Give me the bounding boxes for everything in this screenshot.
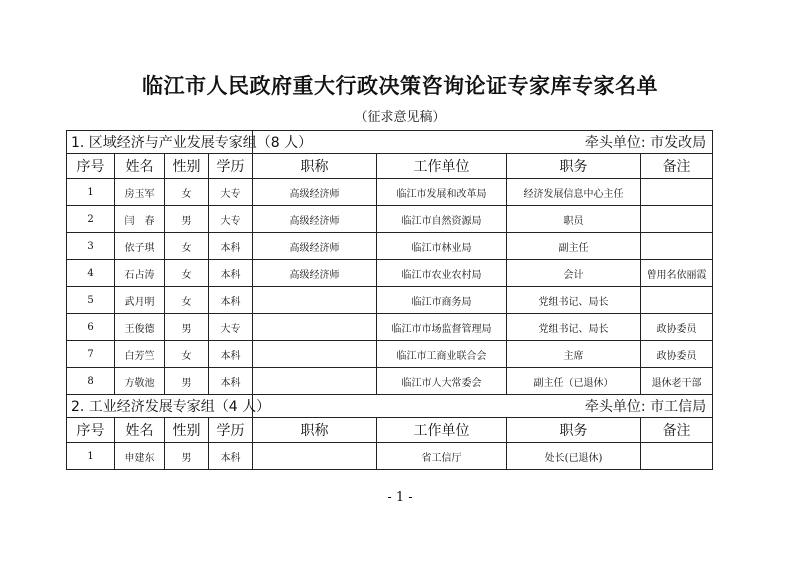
table-row xyxy=(67,206,713,233)
table-cell: 闫 春 xyxy=(115,206,165,233)
column-header: 备注 xyxy=(641,154,713,179)
table-cell: 1 xyxy=(67,443,115,470)
table-cell: 女 xyxy=(165,287,209,314)
table-cell: 男 xyxy=(165,206,209,233)
table-cell xyxy=(253,443,377,470)
section-header xyxy=(67,131,713,154)
table-cell: 曾用名依丽霞 xyxy=(641,260,713,287)
column-header: 职务 xyxy=(507,418,641,443)
table-cell: 临江市自然资源局 xyxy=(377,206,507,233)
table-cell: 临江市市场监督管理局 xyxy=(377,314,507,341)
column-header: 姓名 xyxy=(115,418,165,443)
table-cell: 副主任（已退休） xyxy=(507,368,641,395)
table-cell: 本科 xyxy=(209,368,253,395)
expert-list-table xyxy=(66,130,713,470)
table-cell: 石占涛 xyxy=(115,260,165,287)
table-cell: 8 xyxy=(67,368,115,395)
table-row xyxy=(67,314,713,341)
table-cell: 临江市人大常委会 xyxy=(377,368,507,395)
table-cell: 副主任 xyxy=(507,233,641,260)
table-cell: 大专 xyxy=(209,314,253,341)
table-cell: 5 xyxy=(67,287,115,314)
table-cell: 主席 xyxy=(507,341,641,368)
table-cell: 处长(已退休) xyxy=(507,443,641,470)
section-lead-unit: 牵头单位: 市发改局 xyxy=(253,131,713,154)
table-row xyxy=(67,233,713,260)
table-cell: 本科 xyxy=(209,341,253,368)
page-number: - 1 - xyxy=(387,490,413,505)
column-header: 工作单位 xyxy=(377,154,507,179)
table-cell: 王俊德 xyxy=(115,314,165,341)
table-cell xyxy=(253,368,377,395)
table-cell xyxy=(641,179,713,206)
table-cell: 临江市商务局 xyxy=(377,287,507,314)
table-cell: 大专 xyxy=(209,179,253,206)
table-cell: 政协委员 xyxy=(641,314,713,341)
column-header: 工作单位 xyxy=(377,418,507,443)
table-cell: 高级经济师 xyxy=(253,179,377,206)
section-header xyxy=(67,395,713,418)
table-cell: 省工信厅 xyxy=(377,443,507,470)
column-header: 姓名 xyxy=(115,154,165,179)
table-cell: 男 xyxy=(165,314,209,341)
table-cell xyxy=(253,287,377,314)
column-header: 学历 xyxy=(209,154,253,179)
table-cell: 政协委员 xyxy=(641,341,713,368)
table-cell xyxy=(641,443,713,470)
column-header: 备注 xyxy=(641,418,713,443)
table-cell: 职员 xyxy=(507,206,641,233)
table-cell: 高级经济师 xyxy=(253,260,377,287)
table-cell: 4 xyxy=(67,260,115,287)
table-row xyxy=(67,443,713,470)
table-cell: 高级经济师 xyxy=(253,233,377,260)
table-row xyxy=(67,260,713,287)
table-row xyxy=(67,287,713,314)
table-cell xyxy=(253,341,377,368)
column-header: 序号 xyxy=(67,154,115,179)
table-cell xyxy=(641,233,713,260)
table-cell: 武月明 xyxy=(115,287,165,314)
table-cell: 本科 xyxy=(209,233,253,260)
table-cell: 男 xyxy=(165,368,209,395)
document-subtitle: （征求意见稿） xyxy=(354,110,446,125)
table-cell: 临江市林业局 xyxy=(377,233,507,260)
table-cell: 女 xyxy=(165,260,209,287)
table-cell: 3 xyxy=(67,233,115,260)
table-cell xyxy=(641,206,713,233)
column-header: 职称 xyxy=(253,154,377,179)
table-cell: 大专 xyxy=(209,206,253,233)
column-header: 学历 xyxy=(209,418,253,443)
table-row xyxy=(67,368,713,395)
table-cell: 党组书记、局长 xyxy=(507,287,641,314)
table-cell: 本科 xyxy=(209,287,253,314)
column-header: 性别 xyxy=(165,418,209,443)
table-cell: 方敬池 xyxy=(115,368,165,395)
table-cell: 女 xyxy=(165,233,209,260)
table-cell xyxy=(253,314,377,341)
column-header: 职务 xyxy=(507,154,641,179)
table-cell: 女 xyxy=(165,341,209,368)
table-cell: 7 xyxy=(67,341,115,368)
table-cell: 房玉军 xyxy=(115,179,165,206)
table-cell: 经济发展信息中心主任 xyxy=(507,179,641,206)
table-cell: 党组书记、局长 xyxy=(507,314,641,341)
table-cell: 依子琪 xyxy=(115,233,165,260)
table-cell: 临江市工商业联合会 xyxy=(377,341,507,368)
column-header-row xyxy=(67,154,713,179)
table-cell: 白芳竺 xyxy=(115,341,165,368)
table-cell: 退休老干部 xyxy=(641,368,713,395)
table-cell xyxy=(641,287,713,314)
table-cell: 高级经济师 xyxy=(253,206,377,233)
table-cell: 临江市农业农村局 xyxy=(377,260,507,287)
table-cell: 本科 xyxy=(209,260,253,287)
section-name: 2. 工业经济发展专家组（4 人） xyxy=(67,395,253,418)
column-header: 性别 xyxy=(165,154,209,179)
document-title: 临江市人民政府重大行政决策咨询论证专家库专家名单 xyxy=(142,74,658,98)
table-cell: 6 xyxy=(67,314,115,341)
table-row xyxy=(67,341,713,368)
column-header: 职称 xyxy=(253,418,377,443)
table-cell: 女 xyxy=(165,179,209,206)
column-header: 序号 xyxy=(67,418,115,443)
table-cell: 临江市发展和改革局 xyxy=(377,179,507,206)
table-cell: 会计 xyxy=(507,260,641,287)
table-cell: 本科 xyxy=(209,443,253,470)
table-cell: 2 xyxy=(67,206,115,233)
table-cell: 1 xyxy=(67,179,115,206)
table-cell: 申建东 xyxy=(115,443,165,470)
section-lead-unit: 牵头单位: 市工信局 xyxy=(253,395,713,418)
table-cell: 男 xyxy=(165,443,209,470)
table-row xyxy=(67,179,713,206)
column-header-row xyxy=(67,418,713,443)
section-name: 1. 区域经济与产业发展专家组（8 人） xyxy=(67,131,253,154)
